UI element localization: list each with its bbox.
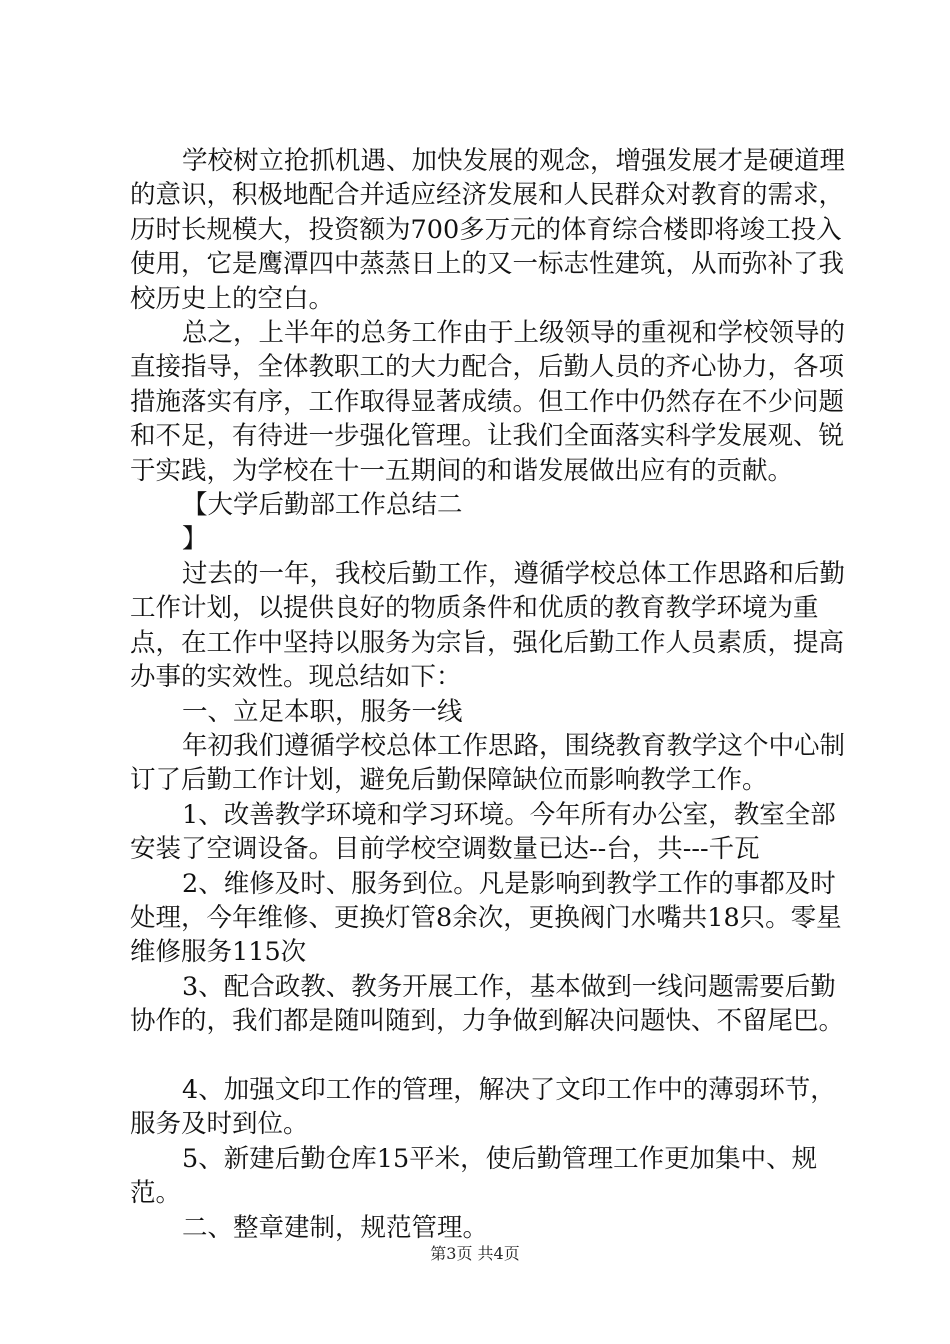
list-item-cooperation: 3、配合政教、教务开展工作，基本做到一线问题需要后勤协作的，我们都是随叫随到，力争做到解决问题快、不留尾巴。 [130, 971, 845, 1037]
list-item-maintenance: 2、维修及时、服务到位。凡是影响到教学工作的事都及时处理，今年维修、更换灯管8余次，更换阀门水嘴共18只。零星维修服务115次 [130, 868, 842, 968]
page-footer [0, 1241, 950, 1264]
document-body [130, 144, 850, 1245]
heading-serve-frontline: 一、立足本职，服务一线 [182, 696, 463, 727]
list-item-environment: 1、改善教学环境和学习环境。今年所有办公室，教室全部安装了空调设备。目前学校空调数量已达--台，共---千瓦 [130, 799, 836, 865]
paragraph-work-plan: 年初我们遵循学校总体工作思路，围绕教育教学这个中心制订了后勤工作计划，避免后勤保障缺位而影响教学工作。 [130, 730, 846, 796]
paragraph-year-review: 过去的一年，我校后勤工作，遵循学校总体工作思路和后勤工作计划，以提供良好的物质条件和优质的教育教学环境为重点，在工作中坚持以服务为宗旨，强化后勤工作人员素质，提高办事的实效性。现总结如下： [130, 558, 846, 693]
paragraph-campus-development: 学校树立抢抓机遇、加快发展的观念，增强发展才是硬道理的意识，积极地配合并适应经济发展和人民群众对教育的需求，历时长规模大，投资额为700多万元的体育综合楼即将竣工投入使用，它是鹰潭四中蒸蒸日上的又一标志性建筑，从而弥补了我校历史上的空白。 [130, 146, 846, 314]
paragraph-summary-conclusion: 总之，上半年的总务工作由于上级领导的重视和学校领导的直接指导，全体教职工的大力配合，后勤人员的齐心协力，各项措施落实有序，工作取得显著成绩。但工作中仍然存在不少问题和不足，有待进一步强化管理。让我们全面落实科学发展观、锐于实践，为学校在十一五期间的和谐发展做出应有的贡献。 [130, 318, 846, 486]
list-item-printing: 4、加强文印工作的管理，解决了文印工作中的薄弱环节，服务及时到位。 [130, 1074, 836, 1140]
list-item-warehouse: 5、新建后勤仓库15平米，使后勤管理工作更加集中、规范。 [130, 1143, 818, 1209]
section-title-logistics-summary-two: 【大学后勤部工作总结二 [182, 490, 463, 521]
section-title-closing-bracket: 】 [182, 524, 208, 555]
page-number-label: 第3页 共4页 [430, 1244, 520, 1263]
blank-line [130, 1039, 850, 1073]
heading-regulations: 二、整章建制，规范管理。 [182, 1212, 489, 1243]
